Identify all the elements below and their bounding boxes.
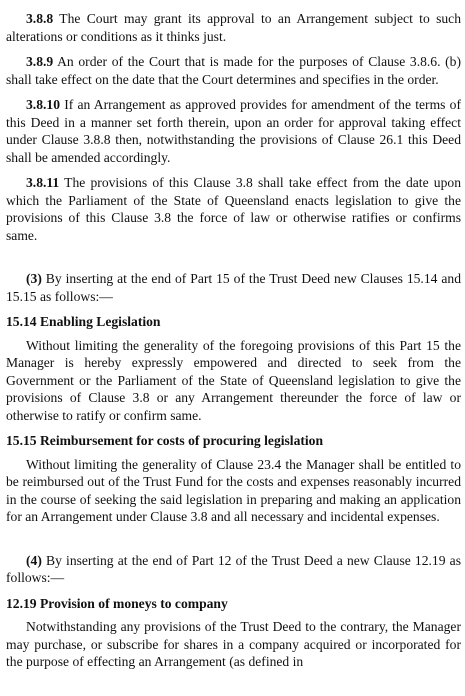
clause-3-8-10 xyxy=(6,96,461,166)
clause-text: If an Arrangement as approved provides for amendment of the terms of this Deed in a manner set forth therein, upon an order for approval taking effect under Clause 3.8.8 then, notwithstanding the provisions of Clause 26.1 this Deed shall be amended accordingly. xyxy=(6,97,461,165)
clause-text: The Court may grant its approval to an Arrangement subject to such alterations or conditions as it thinks just. xyxy=(6,11,461,44)
clause-ref: 3.8.9 xyxy=(26,54,54,69)
clause-15-14-text: Without limiting the generality of the foregoing provisions of this Part 15 the Manager is hereby expressly empowered and directed to seek from the Government or the Parliament of the State of Queensland legislation to give the provisions of Clause 3.8 or any Arrangement thereunder the force of law or otherwise to ratify or confirm same. xyxy=(6,337,461,423)
insertion-text: By inserting at the end of Part 12 of the Trust Deed a new Clause 12.19 as follows:— xyxy=(6,552,461,585)
heading-15-14: 15.14 Enabling Legislation xyxy=(6,314,161,329)
clause-ref: 3.8.11 xyxy=(26,175,60,190)
insertion-ref: (3) xyxy=(26,271,42,286)
clause-12-19-text: Notwithstanding any provisions of the Trust Deed to the contrary, the Manager may purchase, or subscribe for shares in a company acquired or incorporated for the purpose of effecting an Arrangement (as defined in xyxy=(6,619,461,669)
insertion-ref: (4) xyxy=(26,552,42,568)
clause-3-8-8 xyxy=(6,10,461,45)
clause-ref: 3.8.8 xyxy=(26,11,54,26)
heading-12-19: 12.19 Provision of moneys to company xyxy=(6,595,228,611)
clause-text: An order of the Court that is made for the purposes of Clause 3.8.6. (b) shall take effect on the date that the Court determines and specifies in the order. xyxy=(6,54,461,87)
clause-text: The provisions of this Clause 3.8 shall take effect from the date upon which the Parliament of the State of Queensland enacts legislation to give the provisions of this Clause 3.8 the force of law or otherwise ratifies or confirms same. xyxy=(6,175,461,243)
clause-3-8-11 xyxy=(6,174,461,244)
clause-15-15-text: Without limiting the generality of Clause 23.4 the Manager shall be entitled to be reimbursed out of the Trust Fund for the costs and expenses reasonably incurred in the course of seeking the said legislation in preparing and making an application for an Arrangement under Clause 3.8 and all necessary and incidental expenses. xyxy=(6,456,461,524)
heading-15-15: 15.15 Reimbursement for costs of procuring legislation xyxy=(6,433,324,448)
clause-ref: 3.8.10 xyxy=(26,97,60,112)
insertion-3 xyxy=(6,270,461,305)
clause-3-8-9 xyxy=(6,53,461,88)
insertion-text: By inserting at the end of Part 15 of the Trust Deed new Clauses 15.14 and 15.15 as follows:— xyxy=(6,271,461,304)
insertion-4 xyxy=(6,552,461,587)
